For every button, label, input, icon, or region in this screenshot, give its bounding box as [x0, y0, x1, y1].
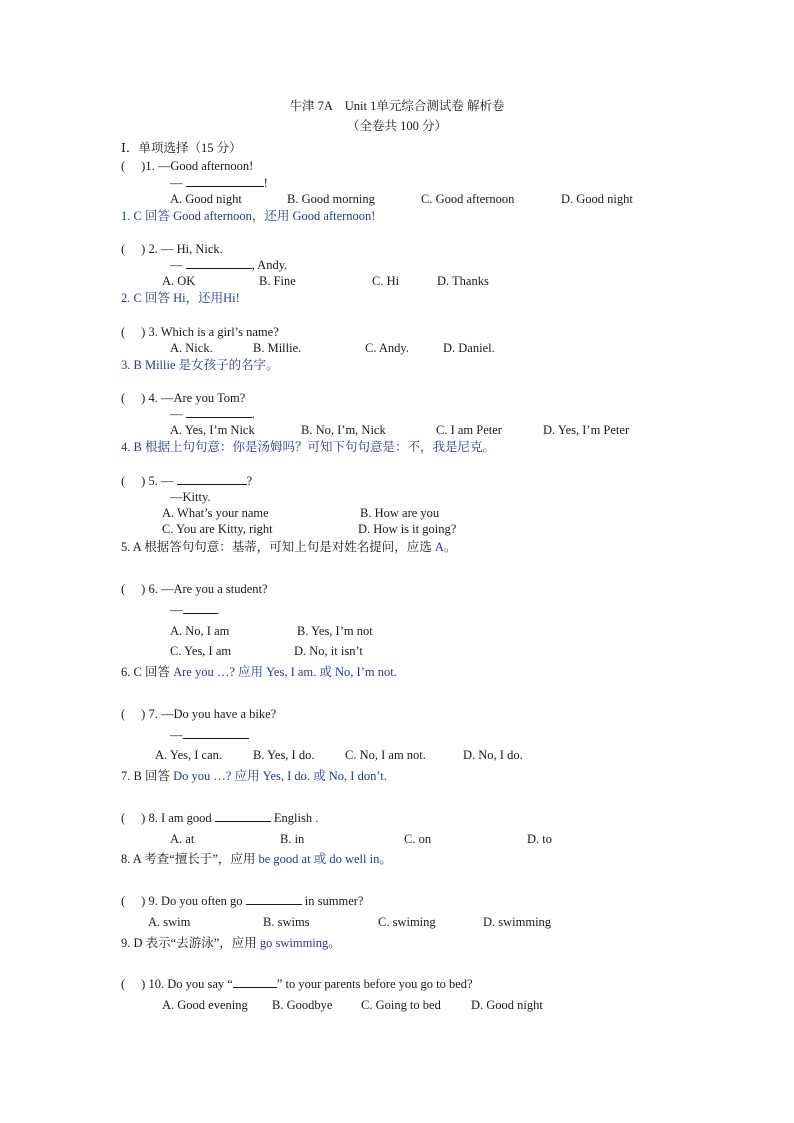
option-d: D. Yes, I’m Peter [543, 423, 630, 437]
question-5-response: —Kitty. [170, 490, 211, 504]
option-c: C. No, I am not. [345, 748, 426, 762]
option-a: A. swim [148, 915, 191, 929]
answer-blank [183, 727, 249, 739]
answer-explanation: 2. C 回答 Hi，还用Hi! [121, 291, 240, 305]
question-3-stem: ( ) 3. Which is a girl’s name? [121, 325, 279, 339]
question-5-stem: ( ) 5. — ? [121, 474, 253, 488]
option-a: A. Good night [170, 192, 242, 206]
option-d: D. How is it going? [358, 522, 457, 536]
option-b: B. Good morning [287, 192, 375, 206]
question-2-stem: ( ) 2. — Hi, Nick. [121, 242, 223, 256]
option-a: A. Nick. [170, 341, 213, 355]
option-d: D. Good night [561, 192, 633, 206]
question-4-response: — . [170, 407, 255, 421]
answer-explanation: 8. A 考查“擅长于”，应用 be good at 或 do well in。 [121, 852, 392, 866]
option-c: C. Yes, I am [170, 644, 232, 658]
question-6-response: — . [170, 603, 220, 617]
option-d: D. Thanks [437, 274, 489, 288]
answer-explanation: 1. C 回答 Good afternoon，还用 Good afternoon! [121, 209, 376, 223]
option-d: D. Good night [471, 998, 543, 1012]
option-d: D. swimming [483, 915, 552, 929]
answer-blank [177, 473, 247, 485]
answer-explanation: 4. B 根据上句句意：你是汤姆吗？可知下句句意是：不，我是尼克。 [121, 440, 495, 454]
question-8-stem: ( ) 8. I am good English . [121, 811, 319, 825]
option-c: C. on [404, 832, 432, 846]
option-c: C. Hi [372, 274, 400, 288]
question-9-stem: ( ) 9. Do you often go in summer? [121, 894, 364, 908]
option-b: B. How are you [360, 506, 440, 520]
answer-explanation: 5. A 根据答句句意：基蒂，可知上句是对姓名提问，应选 A。 [121, 540, 457, 554]
option-c: C. Andy. [365, 341, 409, 355]
option-a: A. Yes, I’m Nick [170, 423, 255, 437]
question-2-response: — , Andy. [170, 258, 288, 272]
option-d: D. No, I do. [463, 748, 523, 762]
answer-blank [186, 406, 252, 418]
option-d: D. to [527, 832, 552, 846]
question-6-stem: ( ) 6. —Are you a student? [121, 582, 268, 596]
option-c: C. Good afternoon [421, 192, 515, 206]
question-4-stem: ( ) 4. —Are you Tom? [121, 391, 246, 405]
answer-explanation: 7. B 回答 Do you …? 应用 Yes, I do. 或 No, I don’t. [121, 769, 387, 783]
answer-blank [186, 175, 264, 187]
question-1-response: — ! [170, 176, 268, 190]
answer-blank [186, 257, 252, 269]
option-c: C. You are Kitty, right [162, 522, 273, 536]
option-b: B. Fine [259, 274, 296, 288]
option-a: A. Yes, I can. [155, 748, 223, 762]
option-a: A. No, I am [170, 624, 230, 638]
question-7-response: — [170, 727, 249, 743]
option-a: A. at [170, 832, 195, 846]
paren: ( [121, 159, 126, 173]
answer-blank [233, 976, 277, 988]
question-1-stem: ( )1. —Good afternoon! [121, 159, 254, 173]
answer-blank [215, 810, 271, 822]
answer-blank [183, 602, 217, 614]
option-d: D. No, it isn’t [294, 644, 363, 658]
option-b: B. in [280, 832, 305, 846]
option-d: D. Daniel. [443, 341, 495, 355]
option-c: C. Going to bed [361, 998, 441, 1012]
option-b: B. Yes, I’m not [297, 624, 373, 638]
answer-blank [246, 893, 302, 905]
answer-explanation: 6. C 回答 Are you …? 应用 Yes, I am. 或 No, I’m not. [121, 665, 397, 679]
section-heading: Ⅰ．单项选择（15 分） [121, 141, 242, 155]
option-c: C. I am Peter [436, 423, 502, 437]
answer-explanation: 3. B Millie 是女孩子的名字。 [121, 358, 279, 372]
question-10-stem: ( ) 10. Do you say “ ” to your parents before you go to bed? [121, 977, 473, 991]
option-b: B. Yes, I do. [253, 748, 315, 762]
option-a: A. OK [162, 274, 196, 288]
option-b: B. swims [263, 915, 310, 929]
question-7-stem: ( ) 7. —Do you have a bike? [121, 707, 277, 721]
option-a: A. What’s your name [162, 506, 269, 520]
option-c: C. swiming [378, 915, 436, 929]
answer-explanation: 9. D 表示“去游泳”，应用 go swimming。 [121, 936, 341, 950]
option-b: B. Goodbye [272, 998, 333, 1012]
exam-title: 牛津 7A Unit 1单元综合测试卷 解析卷 [289, 99, 505, 113]
exam-subtitle: （全卷共 100 分） [346, 119, 447, 133]
option-b: B. No, I’m, Nick [301, 423, 386, 437]
option-b: B. Millie. [253, 341, 302, 355]
option-a: A. Good evening [162, 998, 248, 1012]
